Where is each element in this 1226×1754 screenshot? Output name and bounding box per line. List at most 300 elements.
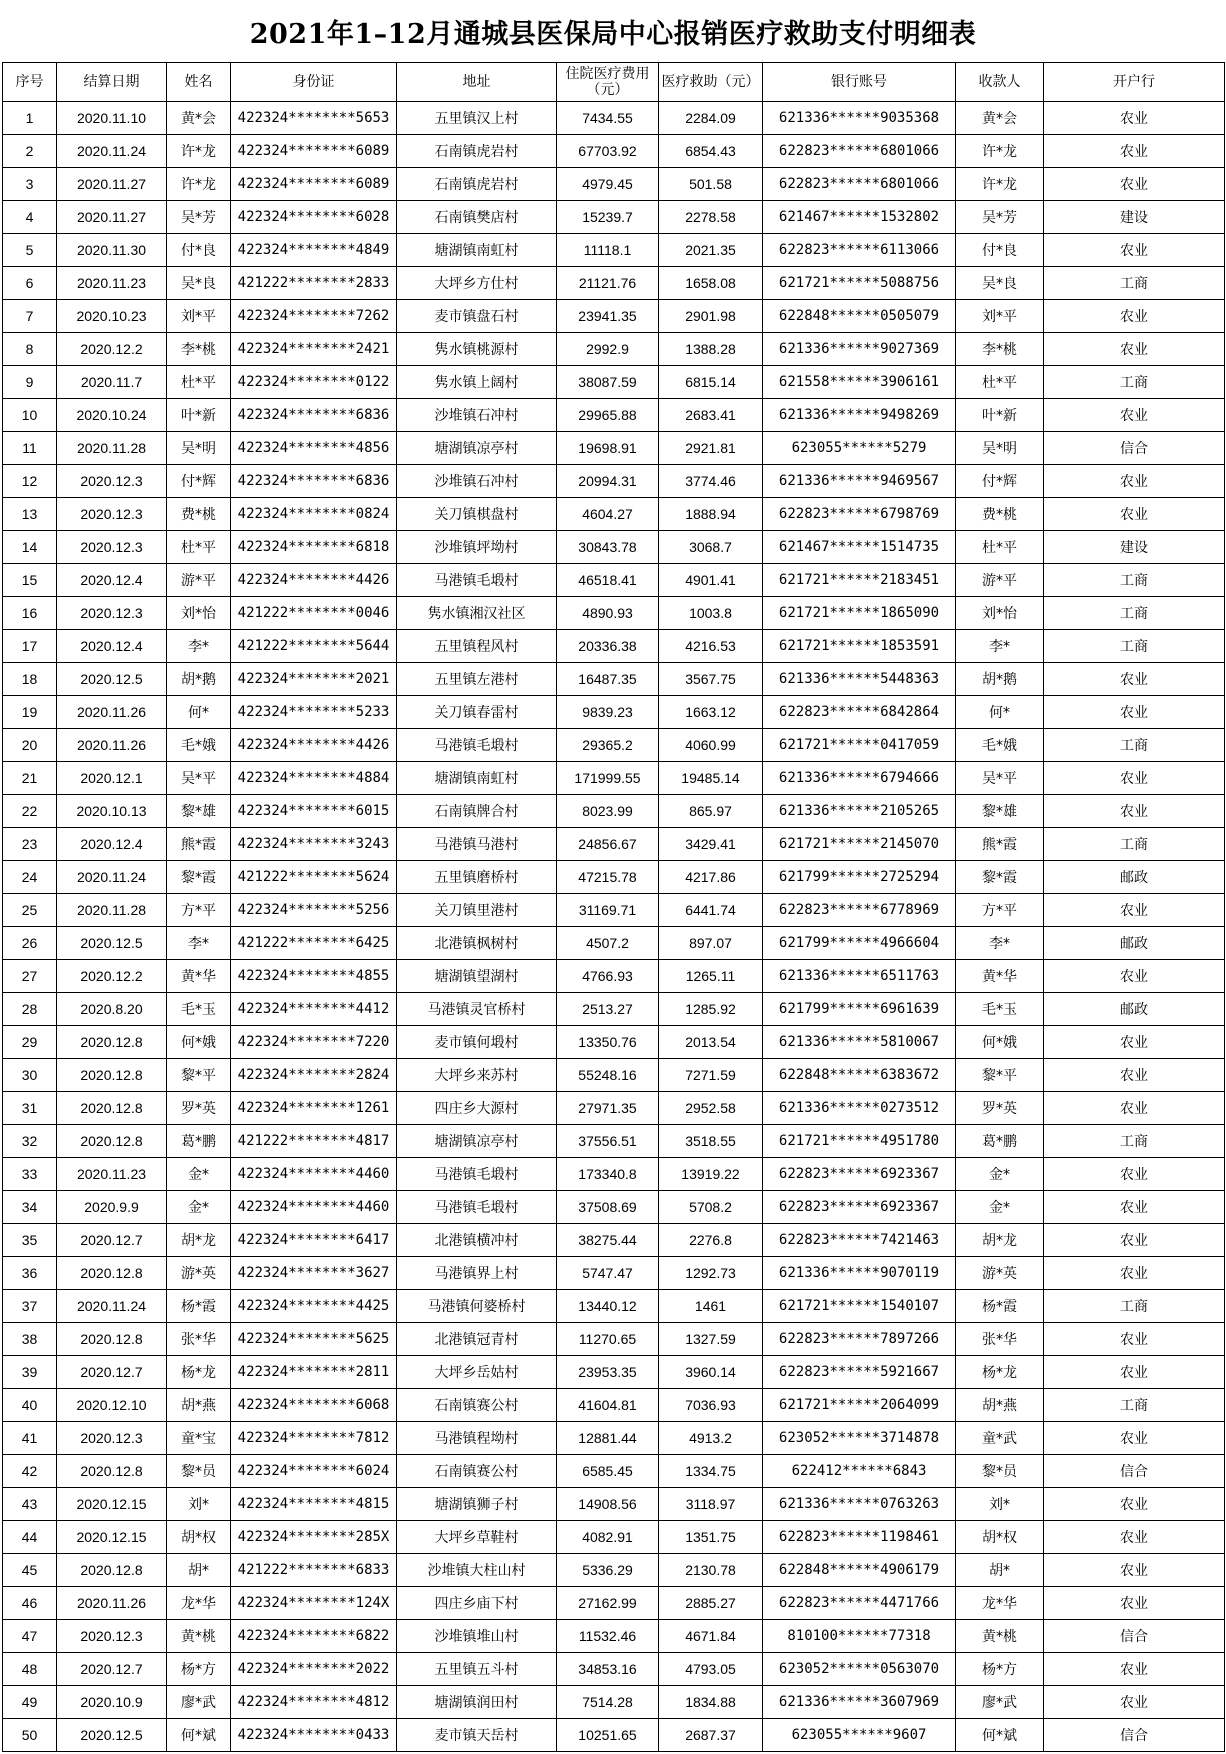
cell-medical-aid: 4913.2	[659, 1422, 763, 1455]
cell-index: 4	[3, 201, 57, 234]
cell-medical-aid: 865.97	[659, 795, 763, 828]
cell-index: 13	[3, 498, 57, 531]
cell-name: 胡*	[167, 1554, 231, 1587]
cell-bank: 农业	[1044, 498, 1225, 531]
cell-id-card: 422324********6028	[231, 201, 397, 234]
cell-bank-account: 621336******5810067	[763, 1026, 956, 1059]
cell-name: 黎*平	[167, 1059, 231, 1092]
cell-bank-account: 622848******4906179	[763, 1554, 956, 1587]
cell-address: 关刀镇棋盘村	[397, 498, 557, 531]
cell-settle-date: 2020.11.23	[57, 1158, 167, 1191]
table-row	[3, 1356, 1225, 1389]
cell-address: 马港镇何婆桥村	[397, 1290, 557, 1323]
cell-name: 何*斌	[167, 1719, 231, 1752]
cell-medical-aid: 2130.78	[659, 1554, 763, 1587]
cell-medical-aid: 4793.05	[659, 1653, 763, 1686]
cell-bank: 农业	[1044, 894, 1225, 927]
cell-settle-date: 2020.11.24	[57, 1290, 167, 1323]
cell-medical-aid: 4217.86	[659, 861, 763, 894]
cell-id-card: 422324********2824	[231, 1059, 397, 1092]
cell-hospital-cost: 4507.2	[557, 927, 659, 960]
cell-id-card: 421222********5624	[231, 861, 397, 894]
table-row	[3, 1455, 1225, 1488]
cell-name: 胡*燕	[167, 1389, 231, 1422]
cell-settle-date: 2020.11.28	[57, 432, 167, 465]
cell-payee: 许*龙	[956, 168, 1044, 201]
cell-bank: 农业	[1044, 1356, 1225, 1389]
cell-name: 游*英	[167, 1257, 231, 1290]
cell-hospital-cost: 20336.38	[557, 630, 659, 663]
cell-medical-aid: 1265.11	[659, 960, 763, 993]
cell-index: 33	[3, 1158, 57, 1191]
table-row	[3, 861, 1225, 894]
cell-name: 胡*龙	[167, 1224, 231, 1257]
cell-index: 34	[3, 1191, 57, 1224]
cell-payee: 金*	[956, 1158, 1044, 1191]
cell-name: 葛*鹏	[167, 1125, 231, 1158]
cell-index: 5	[3, 234, 57, 267]
cell-index: 7	[3, 300, 57, 333]
cell-payee: 杨*龙	[956, 1356, 1044, 1389]
cell-hospital-cost: 12881.44	[557, 1422, 659, 1455]
cell-payee: 刘*	[956, 1488, 1044, 1521]
table-row	[3, 1257, 1225, 1290]
cell-id-card: 422324********4856	[231, 432, 397, 465]
cell-name: 许*龙	[167, 168, 231, 201]
cell-index: 19	[3, 696, 57, 729]
cell-index: 23	[3, 828, 57, 861]
cell-address: 麦市镇盘石村	[397, 300, 557, 333]
cell-bank: 邮政	[1044, 993, 1225, 1026]
cell-id-card: 422324********0824	[231, 498, 397, 531]
cell-address: 大坪乡岳姑村	[397, 1356, 557, 1389]
cell-bank-account: 622823******6801066	[763, 135, 956, 168]
cell-name: 游*平	[167, 564, 231, 597]
cell-address: 五里镇磨桥村	[397, 861, 557, 894]
cell-payee: 何*斌	[956, 1719, 1044, 1752]
cell-index: 40	[3, 1389, 57, 1422]
cell-settle-date: 2020.12.7	[57, 1653, 167, 1686]
cell-bank-account: 621721******1865090	[763, 597, 956, 630]
cell-name: 金*	[167, 1191, 231, 1224]
cell-name: 吴*明	[167, 432, 231, 465]
cell-address: 麦市镇天岳村	[397, 1719, 557, 1752]
cell-payee: 方*平	[956, 894, 1044, 927]
cell-medical-aid: 2921.81	[659, 432, 763, 465]
cell-settle-date: 2020.10.13	[57, 795, 167, 828]
cell-index: 36	[3, 1257, 57, 1290]
cell-payee: 吴*芳	[956, 201, 1044, 234]
cell-payee: 黎*平	[956, 1059, 1044, 1092]
table-row	[3, 1191, 1225, 1224]
cell-medical-aid: 3960.14	[659, 1356, 763, 1389]
cell-name: 杜*平	[167, 366, 231, 399]
cell-hospital-cost: 4979.45	[557, 168, 659, 201]
cell-payee: 李*	[956, 630, 1044, 663]
cell-name: 刘*	[167, 1488, 231, 1521]
cell-settle-date: 2020.12.8	[57, 1554, 167, 1587]
cell-address: 四庄乡庙下村	[397, 1587, 557, 1620]
cell-hospital-cost: 16487.35	[557, 663, 659, 696]
cell-name: 杨*方	[167, 1653, 231, 1686]
cell-name: 黄*桃	[167, 1620, 231, 1653]
cell-address: 石南镇虎岩村	[397, 135, 557, 168]
cell-payee: 金*	[956, 1191, 1044, 1224]
cell-bank-account: 622848******6383672	[763, 1059, 956, 1092]
cell-settle-date: 2020.12.8	[57, 1125, 167, 1158]
cell-bank-account: 622823******6842864	[763, 696, 956, 729]
cell-bank-account: 621336******6511763	[763, 960, 956, 993]
table-row	[3, 1026, 1225, 1059]
cell-payee: 李*桃	[956, 333, 1044, 366]
cell-name: 刘*怡	[167, 597, 231, 630]
cell-name: 罗*英	[167, 1092, 231, 1125]
cell-bank: 建设	[1044, 531, 1225, 564]
cell-medical-aid: 2013.54	[659, 1026, 763, 1059]
cell-settle-date: 2020.12.4	[57, 564, 167, 597]
cell-id-card: 421222********6833	[231, 1554, 397, 1587]
cell-medical-aid: 3068.7	[659, 531, 763, 564]
cell-bank-account: 621721******1853591	[763, 630, 956, 663]
cell-address: 马港镇毛塅村	[397, 1191, 557, 1224]
cell-hospital-cost: 46518.41	[557, 564, 659, 597]
cell-name: 李*	[167, 630, 231, 663]
cell-hospital-cost: 27162.99	[557, 1587, 659, 1620]
cell-name: 方*平	[167, 894, 231, 927]
cell-name: 童*宝	[167, 1422, 231, 1455]
cell-payee: 毛*娥	[956, 729, 1044, 762]
table-row	[3, 729, 1225, 762]
cell-address: 五里镇五斗村	[397, 1653, 557, 1686]
cell-bank: 农业	[1044, 1092, 1225, 1125]
cell-settle-date: 2020.12.7	[57, 1356, 167, 1389]
cell-bank: 农业	[1044, 465, 1225, 498]
cell-index: 49	[3, 1686, 57, 1719]
cell-index: 17	[3, 630, 57, 663]
cell-settle-date: 2020.12.3	[57, 1422, 167, 1455]
cell-hospital-cost: 55248.16	[557, 1059, 659, 1092]
cell-settle-date: 2020.8.20	[57, 993, 167, 1026]
table-row	[3, 135, 1225, 168]
cell-hospital-cost: 7514.28	[557, 1686, 659, 1719]
table-row	[3, 366, 1225, 399]
cell-index: 29	[3, 1026, 57, 1059]
cell-payee: 胡*龙	[956, 1224, 1044, 1257]
cell-medical-aid: 2276.8	[659, 1224, 763, 1257]
cell-address: 马港镇毛塅村	[397, 1158, 557, 1191]
cell-hospital-cost: 38275.44	[557, 1224, 659, 1257]
cell-bank-account: 622823******6113066	[763, 234, 956, 267]
cell-id-card: 422324********2022	[231, 1653, 397, 1686]
cell-bank: 农业	[1044, 1059, 1225, 1092]
cell-id-card: 422324********3243	[231, 828, 397, 861]
cell-bank: 农业	[1044, 1653, 1225, 1686]
cell-hospital-cost: 5336.29	[557, 1554, 659, 1587]
cell-hospital-cost: 19698.91	[557, 432, 659, 465]
cell-hospital-cost: 24856.67	[557, 828, 659, 861]
cell-bank: 工商	[1044, 267, 1225, 300]
cell-name: 何*娥	[167, 1026, 231, 1059]
cell-index: 39	[3, 1356, 57, 1389]
cell-id-card: 422324********4460	[231, 1191, 397, 1224]
cell-index: 43	[3, 1488, 57, 1521]
cell-index: 15	[3, 564, 57, 597]
table-row	[3, 1587, 1225, 1620]
cell-settle-date: 2020.11.27	[57, 168, 167, 201]
table-row	[3, 1059, 1225, 1092]
cell-settle-date: 2020.12.3	[57, 465, 167, 498]
cell-medical-aid: 6854.43	[659, 135, 763, 168]
cell-address: 马港镇程坳村	[397, 1422, 557, 1455]
cell-settle-date: 2020.12.4	[57, 828, 167, 861]
cell-address: 塘湖镇凉亭村	[397, 432, 557, 465]
cell-hospital-cost: 29965.88	[557, 399, 659, 432]
cell-address: 塘湖镇南虹村	[397, 234, 557, 267]
cell-settle-date: 2020.12.3	[57, 531, 167, 564]
cell-id-card: 422324********6089	[231, 135, 397, 168]
cell-settle-date: 2020.12.3	[57, 1620, 167, 1653]
cell-payee: 杜*平	[956, 366, 1044, 399]
cell-bank-account: 621799******4966604	[763, 927, 956, 960]
cell-address: 隽水镇上阔村	[397, 366, 557, 399]
cell-settle-date: 2020.11.7	[57, 366, 167, 399]
cell-bank-account: 621721******4951780	[763, 1125, 956, 1158]
cell-hospital-cost: 9839.23	[557, 696, 659, 729]
table-row	[3, 960, 1225, 993]
cell-settle-date: 2020.11.26	[57, 1587, 167, 1620]
cell-medical-aid: 1888.94	[659, 498, 763, 531]
cell-address: 沙堆镇坪坳村	[397, 531, 557, 564]
cell-medical-aid: 1658.08	[659, 267, 763, 300]
cell-medical-aid: 2278.58	[659, 201, 763, 234]
column-header-bank-account: 银行账号	[763, 63, 956, 102]
cell-medical-aid: 2687.37	[659, 1719, 763, 1752]
cell-id-card: 422324********6417	[231, 1224, 397, 1257]
cell-name: 吴*芳	[167, 201, 231, 234]
cell-bank-account: 623055******9607	[763, 1719, 956, 1752]
cell-id-card: 422324********2021	[231, 663, 397, 696]
cell-id-card: 421222********5644	[231, 630, 397, 663]
cell-id-card: 422324********4460	[231, 1158, 397, 1191]
cell-settle-date: 2020.11.10	[57, 102, 167, 135]
cell-id-card: 422324********6024	[231, 1455, 397, 1488]
cell-settle-date: 2020.12.8	[57, 1257, 167, 1290]
cell-hospital-cost: 38087.59	[557, 366, 659, 399]
cell-address: 北港镇冠青村	[397, 1323, 557, 1356]
cell-index: 9	[3, 366, 57, 399]
cell-settle-date: 2020.11.24	[57, 135, 167, 168]
cell-bank: 信合	[1044, 1719, 1225, 1752]
cell-name: 胡*鹅	[167, 663, 231, 696]
cell-payee: 廖*武	[956, 1686, 1044, 1719]
cell-medical-aid: 2021.35	[659, 234, 763, 267]
cell-index: 22	[3, 795, 57, 828]
cell-id-card: 422324********4815	[231, 1488, 397, 1521]
cell-bank-account: 621336******5448363	[763, 663, 956, 696]
table-row	[3, 168, 1225, 201]
cell-address: 石南镇赛公村	[397, 1389, 557, 1422]
cell-payee: 胡*燕	[956, 1389, 1044, 1422]
cell-settle-date: 2020.12.8	[57, 1059, 167, 1092]
cell-hospital-cost: 30843.78	[557, 531, 659, 564]
cell-index: 20	[3, 729, 57, 762]
cell-index: 12	[3, 465, 57, 498]
cell-bank-account: 621336******6794666	[763, 762, 956, 795]
cell-address: 塘湖镇望湖村	[397, 960, 557, 993]
cell-payee: 龙*华	[956, 1587, 1044, 1620]
cell-name: 熊*霞	[167, 828, 231, 861]
cell-id-card: 422324********4425	[231, 1290, 397, 1323]
cell-payee: 黎*霞	[956, 861, 1044, 894]
cell-bank-account: 621336******9469567	[763, 465, 956, 498]
table-row	[3, 1323, 1225, 1356]
cell-medical-aid: 3429.41	[659, 828, 763, 861]
cell-name: 何*	[167, 696, 231, 729]
cell-settle-date: 2020.10.9	[57, 1686, 167, 1719]
cell-hospital-cost: 27971.35	[557, 1092, 659, 1125]
cell-bank-account: 621799******2725294	[763, 861, 956, 894]
cell-medical-aid: 1334.75	[659, 1455, 763, 1488]
cell-id-card: 422324********4855	[231, 960, 397, 993]
cell-bank-account: 621336******2105265	[763, 795, 956, 828]
cell-bank: 农业	[1044, 1554, 1225, 1587]
cell-payee: 刘*怡	[956, 597, 1044, 630]
cell-bank-account: 623052******0563070	[763, 1653, 956, 1686]
table-row	[3, 333, 1225, 366]
cell-index: 11	[3, 432, 57, 465]
cell-medical-aid: 1292.73	[659, 1257, 763, 1290]
cell-index: 24	[3, 861, 57, 894]
cell-settle-date: 2020.12.8	[57, 1323, 167, 1356]
cell-address: 麦市镇何塅村	[397, 1026, 557, 1059]
cell-hospital-cost: 173340.8	[557, 1158, 659, 1191]
cell-medical-aid: 897.07	[659, 927, 763, 960]
cell-name: 费*桃	[167, 498, 231, 531]
cell-payee: 张*华	[956, 1323, 1044, 1356]
cell-name: 付*辉	[167, 465, 231, 498]
cell-settle-date: 2020.11.30	[57, 234, 167, 267]
table-row	[3, 1719, 1225, 1752]
cell-bank-account: 622823******6923367	[763, 1158, 956, 1191]
cell-address: 石南镇赛公村	[397, 1455, 557, 1488]
cell-bank-account: 622848******0505079	[763, 300, 956, 333]
cell-bank-account: 621721******5088756	[763, 267, 956, 300]
cell-address: 五里镇程风村	[397, 630, 557, 663]
cell-index: 26	[3, 927, 57, 960]
cell-bank: 信合	[1044, 1620, 1225, 1653]
cell-bank-account: 622823******6778969	[763, 894, 956, 927]
cell-medical-aid: 2885.27	[659, 1587, 763, 1620]
cell-medical-aid: 4901.41	[659, 564, 763, 597]
cell-settle-date: 2020.11.27	[57, 201, 167, 234]
cell-name: 廖*武	[167, 1686, 231, 1719]
cell-index: 28	[3, 993, 57, 1026]
cell-settle-date: 2020.12.3	[57, 597, 167, 630]
cell-index: 3	[3, 168, 57, 201]
cell-name: 毛*玉	[167, 993, 231, 1026]
cell-bank: 工商	[1044, 828, 1225, 861]
cell-index: 2	[3, 135, 57, 168]
cell-id-card: 422324********6836	[231, 399, 397, 432]
table-row	[3, 1422, 1225, 1455]
cell-id-card: 422324********1261	[231, 1092, 397, 1125]
cell-bank-account: 622823******4471766	[763, 1587, 956, 1620]
cell-medical-aid: 1388.28	[659, 333, 763, 366]
cell-bank: 农业	[1044, 960, 1225, 993]
cell-medical-aid: 7036.93	[659, 1389, 763, 1422]
cell-bank-account: 621336******0273512	[763, 1092, 956, 1125]
cell-hospital-cost: 14908.56	[557, 1488, 659, 1521]
table-row	[3, 597, 1225, 630]
cell-id-card: 422324********124X	[231, 1587, 397, 1620]
cell-payee: 黄*华	[956, 960, 1044, 993]
cell-hospital-cost: 13440.12	[557, 1290, 659, 1323]
cell-name: 黎*雄	[167, 795, 231, 828]
cell-settle-date: 2020.12.1	[57, 762, 167, 795]
cell-index: 31	[3, 1092, 57, 1125]
cell-hospital-cost: 20994.31	[557, 465, 659, 498]
cell-payee: 黄*会	[956, 102, 1044, 135]
cell-payee: 吴*明	[956, 432, 1044, 465]
cell-id-card: 422324********6089	[231, 168, 397, 201]
cell-medical-aid: 3518.55	[659, 1125, 763, 1158]
cell-address: 石南镇虎岩村	[397, 168, 557, 201]
cell-hospital-cost: 21121.76	[557, 267, 659, 300]
cell-settle-date: 2020.12.8	[57, 1026, 167, 1059]
cell-bank-account: 621336******9070119	[763, 1257, 956, 1290]
cell-bank: 农业	[1044, 234, 1225, 267]
cell-hospital-cost: 37556.51	[557, 1125, 659, 1158]
cell-address: 塘湖镇南虹村	[397, 762, 557, 795]
table-row	[3, 1521, 1225, 1554]
cell-bank: 工商	[1044, 564, 1225, 597]
table-row	[3, 663, 1225, 696]
cell-bank: 农业	[1044, 1224, 1225, 1257]
cell-medical-aid: 1663.12	[659, 696, 763, 729]
table-row	[3, 1686, 1225, 1719]
cell-hospital-cost: 37508.69	[557, 1191, 659, 1224]
cell-bank: 邮政	[1044, 927, 1225, 960]
cell-id-card: 422324********2811	[231, 1356, 397, 1389]
cell-hospital-cost: 11118.1	[557, 234, 659, 267]
cell-medical-aid: 4216.53	[659, 630, 763, 663]
cell-bank-account: 622823******6923367	[763, 1191, 956, 1224]
table-row	[3, 894, 1225, 927]
cell-index: 48	[3, 1653, 57, 1686]
cell-bank: 信合	[1044, 432, 1225, 465]
cell-bank-account: 621721******1540107	[763, 1290, 956, 1323]
cell-address: 隽水镇湘汉社区	[397, 597, 557, 630]
table-row	[3, 1092, 1225, 1125]
cell-payee: 胡*	[956, 1554, 1044, 1587]
cell-id-card: 422324********6836	[231, 465, 397, 498]
cell-address: 沙堆镇石冲村	[397, 465, 557, 498]
cell-index: 44	[3, 1521, 57, 1554]
cell-index: 42	[3, 1455, 57, 1488]
table-header-row	[3, 63, 1225, 102]
cell-payee: 杜*平	[956, 531, 1044, 564]
cell-bank: 农业	[1044, 168, 1225, 201]
cell-id-card: 422324********7262	[231, 300, 397, 333]
cell-id-card: 422324********3627	[231, 1257, 397, 1290]
cell-address: 马港镇灵官桥村	[397, 993, 557, 1026]
cell-hospital-cost: 4890.93	[557, 597, 659, 630]
cell-medical-aid: 1834.88	[659, 1686, 763, 1719]
cell-bank: 农业	[1044, 762, 1225, 795]
cell-id-card: 421222********4817	[231, 1125, 397, 1158]
cell-payee: 李*	[956, 927, 1044, 960]
cell-payee: 黎*雄	[956, 795, 1044, 828]
